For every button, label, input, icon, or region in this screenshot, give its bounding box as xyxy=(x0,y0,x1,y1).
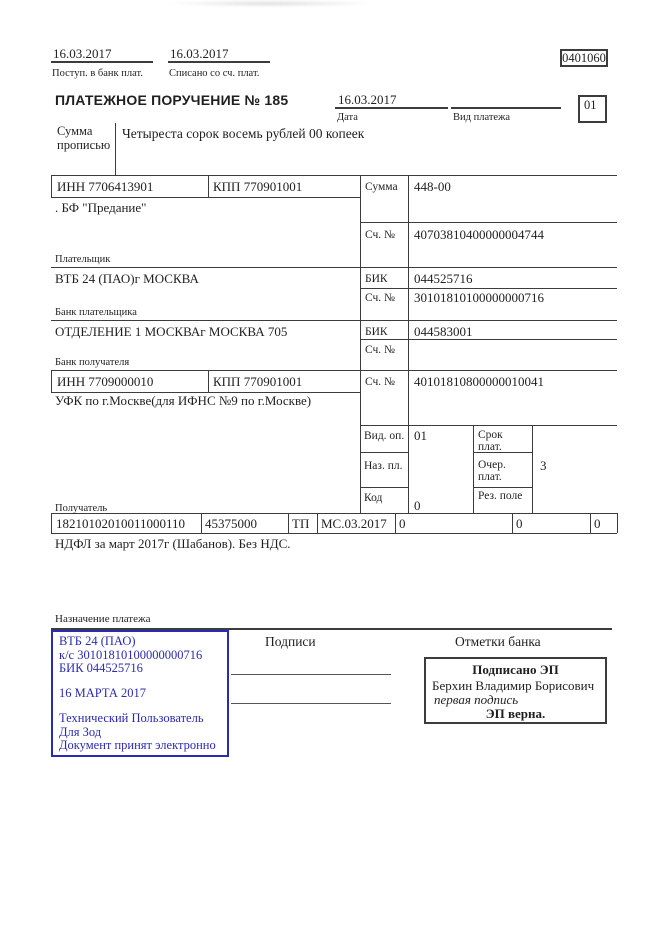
payment-status-box: 01 xyxy=(578,95,607,123)
payee-inn: ИНН 7709000010 xyxy=(57,374,154,389)
document-date-field: 16.03.2017 xyxy=(335,92,448,109)
grid-line xyxy=(51,197,360,198)
tax-doc-number: 0 xyxy=(399,516,406,531)
grid-line xyxy=(360,222,617,223)
esign-name: Берхин Владимир Борисович xyxy=(432,678,595,693)
scan-artifact xyxy=(165,0,375,7)
oktmo-code: 45375000 xyxy=(205,516,257,531)
payee-bank-label: Банк получателя xyxy=(55,357,130,368)
payee-label: Получатель xyxy=(55,503,108,514)
received-in-bank-label: Поступ. в банк плат. xyxy=(52,68,143,79)
signature-line xyxy=(231,703,391,704)
date-label: Дата xyxy=(337,112,358,123)
payee-bank-bik-value: 044583001 xyxy=(414,324,473,339)
op-kind-value: 01 xyxy=(414,428,427,443)
payee-kpp: КПП 770901001 xyxy=(213,374,303,389)
grid-line xyxy=(360,425,617,426)
priority-label: Очер. плат. xyxy=(478,459,506,483)
grid-line xyxy=(317,513,318,533)
payer-bank-label: Банк плательщика xyxy=(55,307,137,318)
payer-bank-account-value: 30101810100000000716 xyxy=(414,290,544,305)
esign-subtitle: первая подпись xyxy=(434,692,519,707)
payer-bank-account-label: Сч. № xyxy=(365,292,396,304)
esign-verified: ЭП верна. xyxy=(485,706,546,721)
payment-purpose-label: Назначение платежа xyxy=(55,613,151,625)
amount-in-words-value: Четыреста сорок восемь рублей 00 копеек xyxy=(122,126,365,141)
stamp-bank-name: ВТБ 24 (ПАО) xyxy=(59,634,136,648)
payee-bank-account-label: Сч. № xyxy=(365,344,396,356)
grid-line xyxy=(208,175,209,197)
grid-line xyxy=(408,175,409,513)
payer-bank-bik-value: 044525716 xyxy=(414,271,473,286)
payer-account-label: Сч. № xyxy=(365,229,396,241)
payer-kpp: КПП 770901001 xyxy=(213,179,303,194)
stamp-bik: БИК 044525716 xyxy=(59,661,143,675)
grid-line xyxy=(532,425,533,513)
tax-doc-date: 0 xyxy=(516,516,523,531)
grid-line xyxy=(115,123,116,175)
signature-line xyxy=(231,674,391,675)
document-title: ПЛАТЕЖНОЕ ПОРУЧЕНИЕ № 185 xyxy=(55,92,289,108)
stamp-date: 16 МАРТА 2017 xyxy=(59,685,147,700)
payer-name: . БФ "Предание" xyxy=(55,200,147,215)
grid-line xyxy=(51,533,617,534)
priority-value: 3 xyxy=(540,458,547,473)
bank-marks-heading: Отметки банка xyxy=(455,634,541,649)
grid-line xyxy=(51,175,617,176)
grid-line xyxy=(51,175,52,197)
tax-period: МС.03.2017 xyxy=(321,516,387,531)
stamp-corr-account: к/с 30101810100000000716 xyxy=(59,647,203,662)
debited-from-account-date: 16.03.2017 xyxy=(168,46,270,63)
grid-line xyxy=(51,267,617,268)
sum-value: 448-00 xyxy=(414,179,451,194)
grid-line xyxy=(360,487,408,488)
grid-line xyxy=(395,513,396,533)
stamp-accepted-line: Документ принят электронно xyxy=(59,738,216,752)
reserve-field-label: Рез. поле xyxy=(478,490,523,502)
grid-line xyxy=(360,339,617,340)
pay-term-label: Срок плат. xyxy=(478,429,503,453)
form-code-box: 0401060 xyxy=(560,49,608,67)
payer-bank-bik-label: БИК xyxy=(365,273,388,285)
grid-line xyxy=(51,513,52,533)
grid-line xyxy=(473,487,532,488)
kbk-code: 18210102010011000110 xyxy=(56,516,186,531)
signatures-heading: Подписи xyxy=(265,634,316,649)
payment-kind-label: Вид платежа xyxy=(453,112,511,123)
payment-basis: ТП xyxy=(292,516,310,531)
received-in-bank-date: 16.03.2017 xyxy=(51,46,153,63)
amount-in-words-label: Сумма прописью xyxy=(57,124,111,152)
tax-payment-type: 0 xyxy=(594,516,601,531)
grid-line xyxy=(617,513,618,533)
grid-line xyxy=(512,513,513,533)
grid-line xyxy=(288,513,289,533)
payee-account-label: Сч. № xyxy=(365,376,396,388)
debited-from-account-label: Списано со сч. плат. xyxy=(169,68,260,79)
op-kind-label: Вид. оп. xyxy=(364,430,405,442)
pay-purpose-label: Наз. пл. xyxy=(364,460,403,472)
grid-line xyxy=(51,513,617,514)
grid-line xyxy=(473,425,474,513)
grid-line xyxy=(360,452,408,453)
payee-bank-bik-label: БИК xyxy=(365,326,388,338)
bank-stamp xyxy=(51,630,229,757)
grid-line xyxy=(51,370,52,392)
payer-account-value: 40703810400000004744 xyxy=(414,227,544,242)
grid-line xyxy=(51,370,617,371)
payee-name: УФК по г.Москве(для ИФНС №9 по г.Москве) xyxy=(55,393,312,408)
stamp-user-line: Технический Пользователь Для Зод xyxy=(59,711,204,739)
grid-line xyxy=(360,175,361,513)
payer-label: Плательщик xyxy=(55,254,111,265)
code-value: 0 xyxy=(414,498,421,513)
grid-line xyxy=(590,513,591,533)
sum-label: Сумма xyxy=(365,181,398,193)
payee-account-value: 40101810800000010041 xyxy=(414,374,544,389)
payer-inn: ИНН 7706413901 xyxy=(57,179,154,194)
grid-line xyxy=(360,288,617,289)
grid-line xyxy=(51,320,617,321)
esign-title: Подписано ЭП xyxy=(472,662,559,677)
grid-line xyxy=(208,370,209,392)
grid-line xyxy=(201,513,202,533)
esign-box xyxy=(424,657,607,724)
payer-bank-name: ВТБ 24 (ПАО)г МОСКВА xyxy=(55,271,199,286)
payment-kind-field xyxy=(451,92,561,109)
payee-bank-name: ОТДЕЛЕНИЕ 1 МОСКВАг МОСКВА 705 xyxy=(55,324,288,339)
code-label: Код xyxy=(364,492,383,504)
payment-purpose-text: НДФЛ за март 2017г (Шабанов). Без НДС. xyxy=(55,536,291,551)
